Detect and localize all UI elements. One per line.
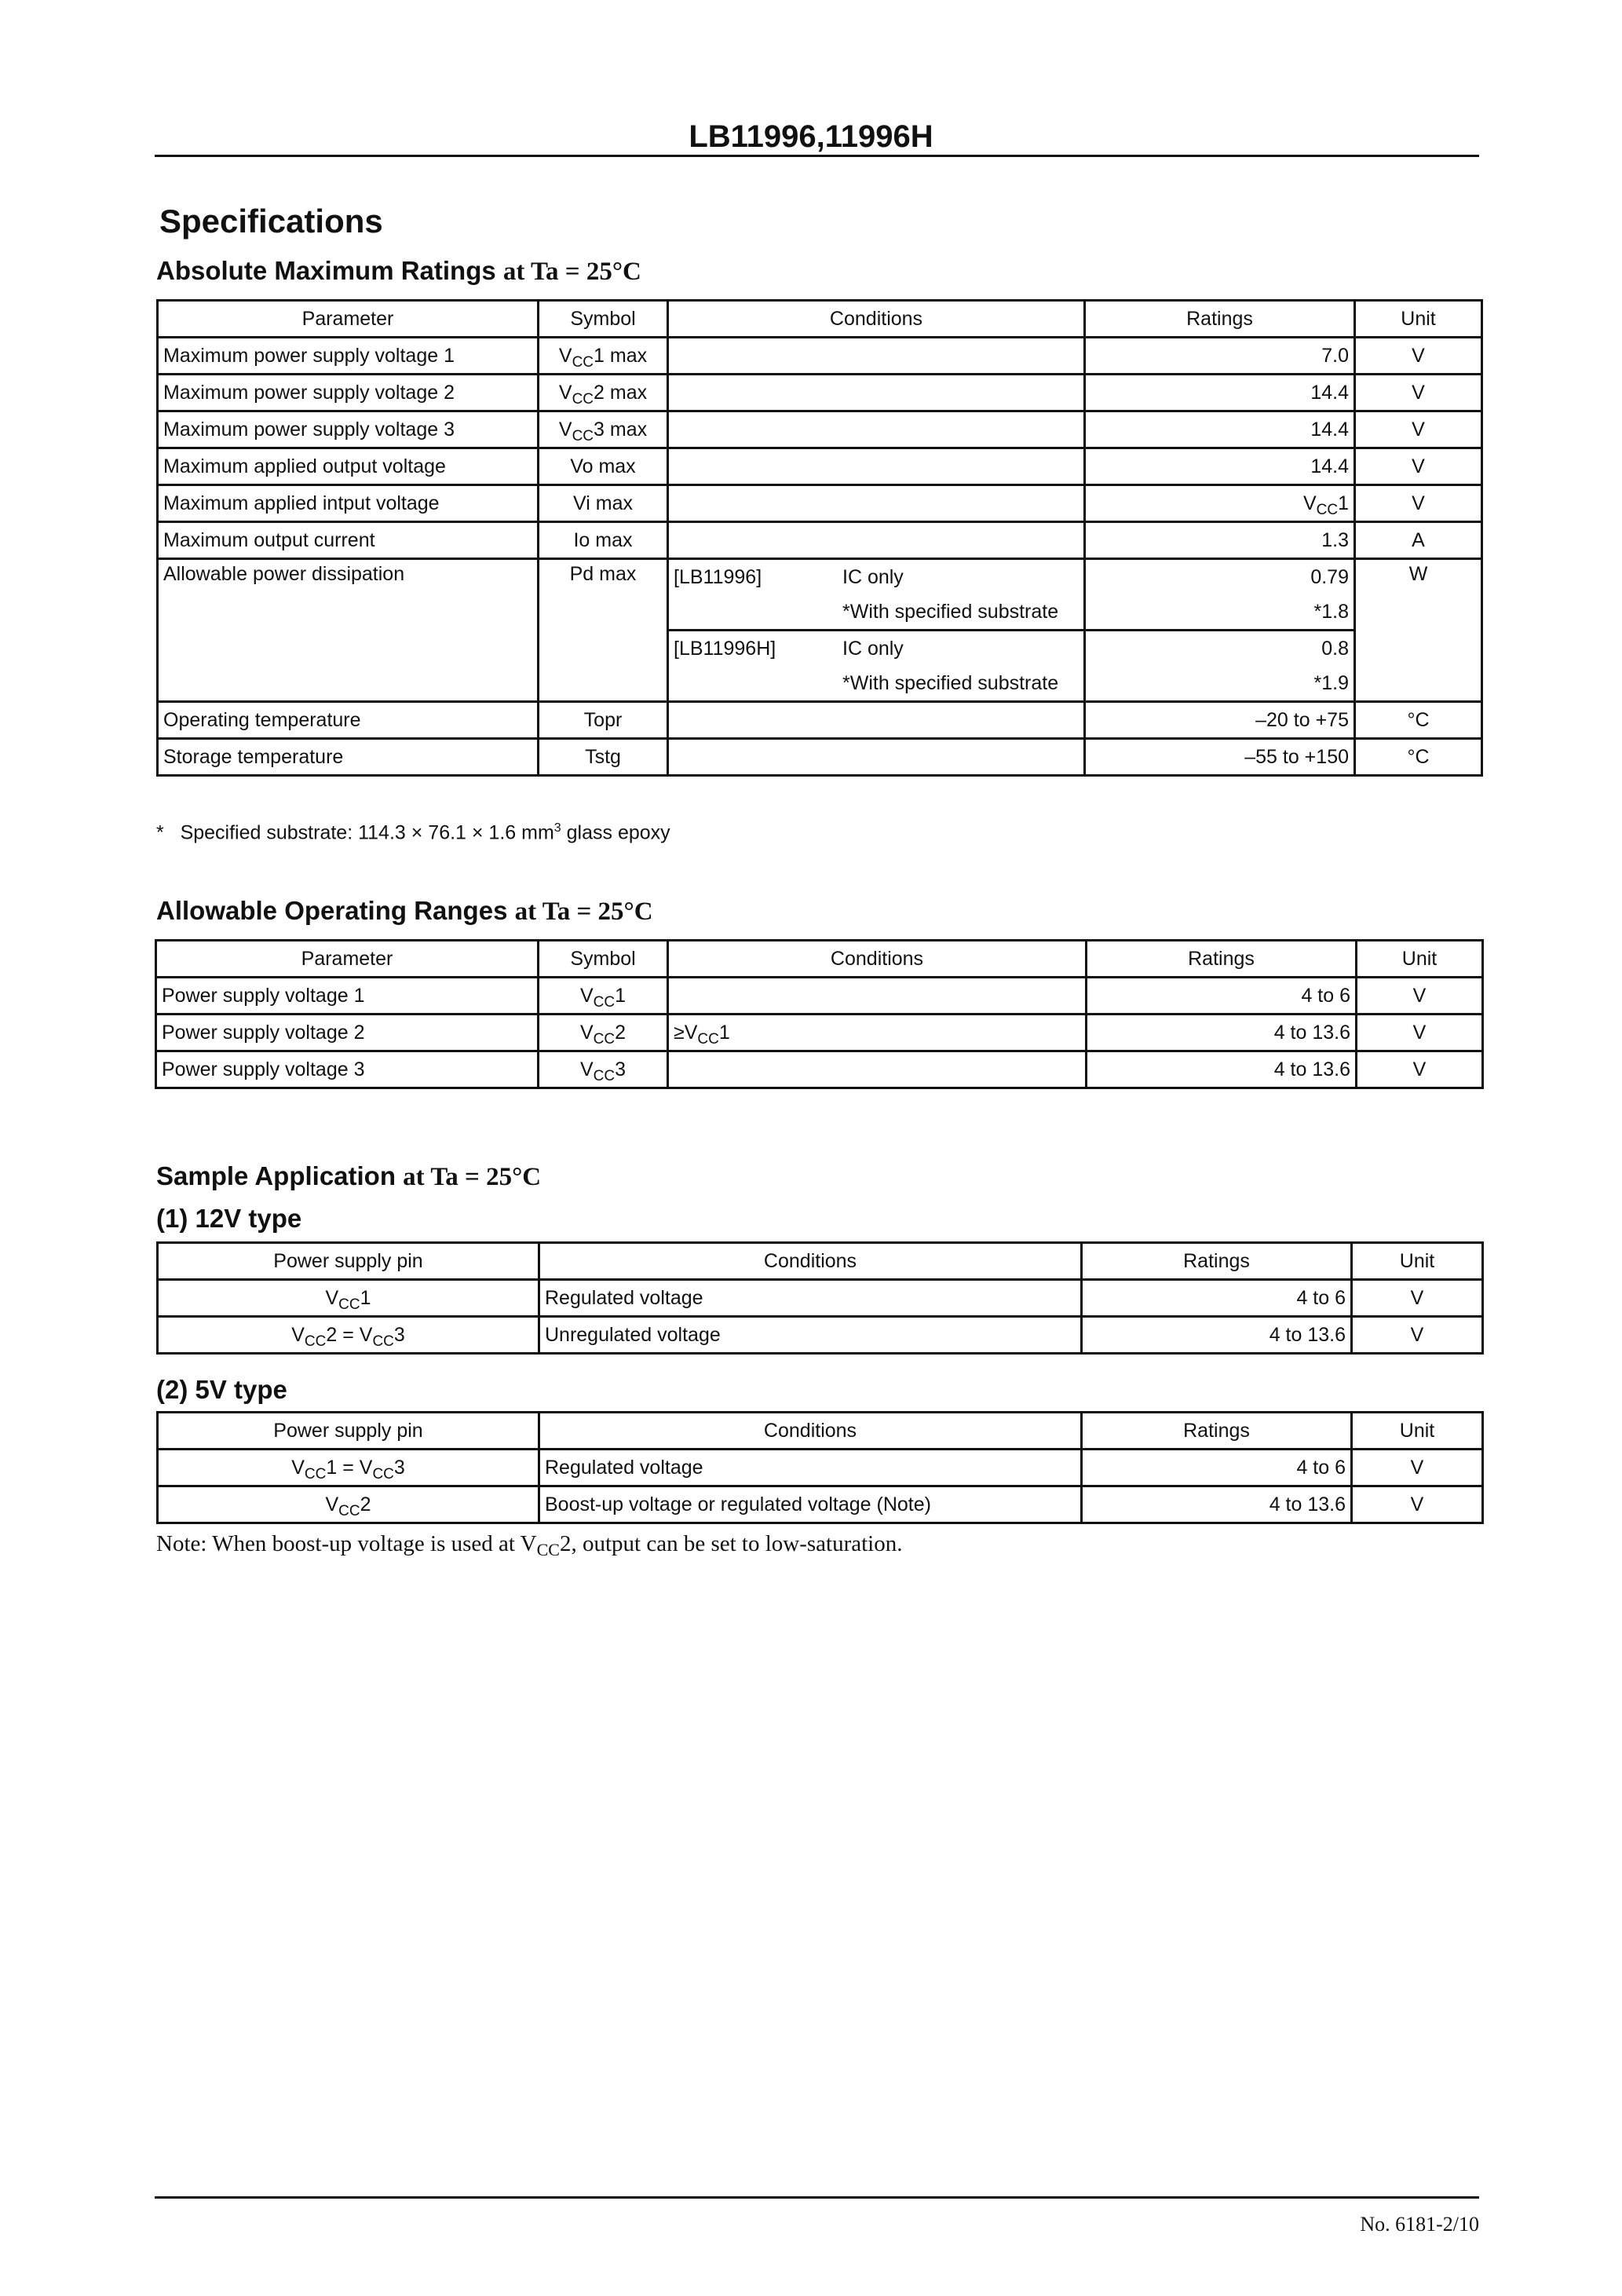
conditions-cell: Regulated voltage bbox=[539, 1450, 1082, 1486]
table-row bbox=[158, 485, 1482, 522]
symbol-part: CC bbox=[304, 1333, 327, 1350]
symbol-part: V bbox=[359, 1456, 373, 1479]
abs-max-heading bbox=[156, 256, 641, 287]
col-header: Conditions bbox=[539, 1413, 1082, 1450]
symbol-part: V bbox=[579, 1058, 594, 1080]
conditions-cell bbox=[668, 559, 1085, 595]
symbol-part: 1 bbox=[718, 1021, 730, 1044]
footnote-sup: 3 bbox=[553, 821, 561, 835]
symbol-part: 1 bbox=[360, 1286, 371, 1309]
table-row bbox=[156, 1015, 1483, 1051]
symbol-part: 1 bbox=[1338, 492, 1349, 514]
heading-text: Allowable Operating Ranges bbox=[156, 896, 508, 925]
col-header: Parameter bbox=[158, 301, 539, 338]
conditions-cell bbox=[668, 485, 1085, 522]
parameter-cell: Maximum output current bbox=[158, 522, 539, 559]
symbol-cell bbox=[539, 338, 668, 375]
symbol-part: CC bbox=[372, 1465, 394, 1483]
symbol-part: 3 max bbox=[594, 418, 648, 441]
unit-cell: V bbox=[1352, 1280, 1483, 1317]
col-header: Power supply pin bbox=[158, 1413, 539, 1450]
table-row bbox=[158, 522, 1482, 559]
col-header: Ratings bbox=[1082, 1243, 1352, 1280]
symbol-part: 2 = bbox=[326, 1323, 360, 1346]
symbol-cell bbox=[539, 375, 668, 411]
symbol-part: V bbox=[359, 1323, 373, 1346]
symbol-part: 3 bbox=[393, 1456, 405, 1479]
symbol-part: V bbox=[579, 1021, 594, 1044]
condition-text: *With specified substrate bbox=[842, 671, 1059, 694]
rating-cell: 4 to 6 bbox=[1082, 1280, 1352, 1317]
footnote-star: * bbox=[156, 821, 164, 844]
table-row bbox=[158, 1317, 1483, 1354]
condition-text: IC only bbox=[842, 565, 904, 588]
symbol-part: CC bbox=[593, 1030, 616, 1047]
parameter-cell: Power supply voltage 2 bbox=[156, 1015, 539, 1051]
symbol-cell: Topr bbox=[539, 702, 668, 739]
abs-max-table bbox=[156, 299, 1483, 777]
note bbox=[156, 1531, 902, 1557]
rating-cell: 14.4 bbox=[1085, 375, 1355, 411]
symbol-part: Vi max bbox=[573, 492, 633, 514]
parameter-cell: Power supply voltage 3 bbox=[156, 1051, 539, 1088]
note-sub: CC bbox=[536, 1540, 560, 1559]
symbol-part: CC bbox=[372, 1333, 394, 1350]
rating-cell: –20 to +75 bbox=[1085, 702, 1355, 739]
symbol-part: CC bbox=[593, 1067, 616, 1084]
table-row bbox=[158, 702, 1482, 739]
note-text: Note: When boost-up voltage is used at V bbox=[156, 1531, 537, 1556]
device-label: [LB11996] bbox=[674, 565, 762, 588]
rating-cell: *1.9 bbox=[1085, 666, 1355, 702]
table-row bbox=[158, 1486, 1483, 1523]
unit-cell: V bbox=[1355, 411, 1482, 448]
rating-cell: 14.4 bbox=[1085, 411, 1355, 448]
conditions-cell bbox=[668, 666, 1085, 702]
device-label: [LB11996H] bbox=[674, 637, 776, 660]
unit-cell: V bbox=[1355, 448, 1482, 485]
symbol-part: CC bbox=[572, 427, 594, 444]
col-header: Conditions bbox=[668, 941, 1087, 978]
table-header-row bbox=[158, 301, 1482, 338]
table-row bbox=[156, 978, 1483, 1015]
symbol-part: V bbox=[579, 984, 594, 1007]
unit-cell: V bbox=[1357, 978, 1483, 1015]
conditions-cell: Boost-up voltage or regulated voltage (Note) bbox=[539, 1486, 1082, 1523]
footnote bbox=[156, 821, 670, 844]
col-header: Unit bbox=[1352, 1243, 1483, 1280]
conditions-cell bbox=[668, 338, 1085, 375]
symbol-part: V bbox=[325, 1286, 339, 1309]
symbol-part: 3 bbox=[393, 1323, 405, 1346]
col-header: Power supply pin bbox=[158, 1243, 539, 1280]
symbol-part: Io max bbox=[573, 528, 633, 551]
parameter-cell: Allowable power dissipation bbox=[158, 559, 539, 702]
table-row bbox=[158, 1450, 1483, 1486]
power-supply-pin-cell bbox=[158, 1317, 539, 1354]
col-header: Conditions bbox=[539, 1243, 1082, 1280]
table-header-row bbox=[156, 941, 1483, 978]
symbol-cell bbox=[539, 485, 668, 522]
table-row bbox=[158, 411, 1482, 448]
conditions-cell bbox=[668, 594, 1085, 631]
heading-condition: at Ta = 25°C bbox=[502, 258, 641, 286]
conditions-cell bbox=[668, 1051, 1087, 1088]
conditions-cell: Regulated voltage bbox=[539, 1280, 1082, 1317]
col-header: Unit bbox=[1355, 301, 1482, 338]
col-header: Unit bbox=[1357, 941, 1483, 978]
parameter-cell: Maximum applied intput voltage bbox=[158, 485, 539, 522]
rating-cell: 1.3 bbox=[1085, 522, 1355, 559]
unit-cell: V bbox=[1355, 338, 1482, 375]
col-header: Parameter bbox=[156, 941, 539, 978]
conditions-cell bbox=[668, 375, 1085, 411]
rating-cell: 4 to 13.6 bbox=[1087, 1015, 1357, 1051]
unit-cell: V bbox=[1355, 485, 1482, 522]
sample-5v-table bbox=[156, 1411, 1484, 1524]
rating-cell: 0.8 bbox=[1085, 631, 1355, 667]
symbol-part: 2 bbox=[360, 1493, 371, 1515]
col-header: Symbol bbox=[539, 301, 668, 338]
unit-cell: V bbox=[1357, 1015, 1483, 1051]
symbol-cell bbox=[539, 522, 668, 559]
power-supply-pin-cell bbox=[158, 1280, 539, 1317]
symbol-part: Vo max bbox=[570, 455, 636, 477]
unit-cell: V bbox=[1352, 1450, 1483, 1486]
symbol-cell: Pd max bbox=[539, 559, 668, 702]
symbol-cell bbox=[539, 411, 668, 448]
footnote-text: Specified substrate: 114.3 × 76.1 × 1.6 mm bbox=[180, 821, 554, 844]
page-number: No. 6181-2/10 bbox=[1360, 2213, 1479, 2236]
type-5v-heading: (2) 5V type bbox=[156, 1375, 287, 1404]
rating-cell: 4 to 6 bbox=[1082, 1450, 1352, 1486]
col-header: Ratings bbox=[1085, 301, 1355, 338]
col-header: Conditions bbox=[668, 301, 1085, 338]
symbol-part: CC bbox=[697, 1030, 719, 1047]
rating-cell: –55 to +150 bbox=[1085, 739, 1355, 776]
unit-cell: V bbox=[1352, 1317, 1483, 1354]
symbol-part: V bbox=[325, 1493, 339, 1515]
rating-cell: 14.4 bbox=[1085, 448, 1355, 485]
note-text-tail: 2, output can be set to low-saturation. bbox=[559, 1531, 903, 1556]
table-row bbox=[158, 448, 1482, 485]
rating-cell: 0.79 bbox=[1085, 559, 1355, 595]
footnote-tail: glass epoxy bbox=[561, 821, 670, 844]
conditions-cell: Unregulated voltage bbox=[539, 1317, 1082, 1354]
op-ranges-heading bbox=[156, 896, 653, 927]
table-header-row bbox=[158, 1243, 1483, 1280]
header-rule bbox=[155, 155, 1479, 157]
parameter-cell: Operating temperature bbox=[158, 702, 539, 739]
symbol-part: CC bbox=[338, 1502, 360, 1519]
unit-cell: W bbox=[1355, 559, 1482, 702]
symbol-part: CC bbox=[593, 993, 616, 1011]
symbol-part: CC bbox=[572, 353, 594, 371]
symbol-part: CC bbox=[338, 1296, 360, 1313]
heading-condition: at Ta = 25°C bbox=[514, 898, 653, 926]
symbol-cell bbox=[539, 1051, 668, 1088]
footer-rule bbox=[155, 2196, 1479, 2199]
symbol-part: 2 bbox=[615, 1021, 627, 1044]
conditions-cell bbox=[668, 978, 1087, 1015]
col-header: Ratings bbox=[1087, 941, 1357, 978]
symbol-part: V bbox=[291, 1323, 305, 1346]
symbol-part: 1 = bbox=[326, 1456, 360, 1479]
symbol-part: 1 max bbox=[594, 344, 648, 367]
power-supply-pin-cell bbox=[158, 1486, 539, 1523]
unit-cell: V bbox=[1355, 375, 1482, 411]
heading-condition: at Ta = 25°C bbox=[403, 1163, 542, 1191]
symbol-part: V bbox=[558, 344, 572, 367]
parameter-cell: Power supply voltage 1 bbox=[156, 978, 539, 1015]
table-row bbox=[158, 338, 1482, 375]
power-supply-pin-cell bbox=[158, 1450, 539, 1486]
table-row bbox=[158, 739, 1482, 776]
parameter-cell: Maximum power supply voltage 3 bbox=[158, 411, 539, 448]
table-row bbox=[156, 1051, 1483, 1088]
parameter-cell: Maximum applied output voltage bbox=[158, 448, 539, 485]
sample-12v-table bbox=[156, 1241, 1484, 1355]
rating-cell bbox=[1085, 485, 1355, 522]
parameter-cell: Storage temperature bbox=[158, 739, 539, 776]
table-row bbox=[158, 1280, 1483, 1317]
conditions-cell bbox=[668, 702, 1085, 739]
col-header: Symbol bbox=[539, 941, 668, 978]
symbol-part: ≥V bbox=[674, 1021, 698, 1044]
table-row bbox=[158, 375, 1482, 411]
symbol-part: V bbox=[558, 418, 572, 441]
symbol-part: V bbox=[558, 381, 572, 404]
parameter-cell: Maximum power supply voltage 1 bbox=[158, 338, 539, 375]
symbol-part: 2 max bbox=[594, 381, 648, 404]
sample-heading bbox=[156, 1161, 541, 1192]
conditions-cell bbox=[668, 448, 1085, 485]
heading-text: Absolute Maximum Ratings bbox=[156, 256, 496, 285]
symbol-cell bbox=[539, 448, 668, 485]
symbol-cell: Tstg bbox=[539, 739, 668, 776]
condition-text: IC only bbox=[842, 637, 904, 660]
col-header: Ratings bbox=[1082, 1413, 1352, 1450]
col-header: Unit bbox=[1352, 1413, 1483, 1450]
parameter-cell: Maximum power supply voltage 2 bbox=[158, 375, 539, 411]
symbol-part: 1 bbox=[615, 984, 627, 1007]
table-row bbox=[158, 559, 1482, 595]
rating-cell: 4 to 13.6 bbox=[1082, 1317, 1352, 1354]
conditions-cell bbox=[668, 739, 1085, 776]
unit-cell: V bbox=[1357, 1051, 1483, 1088]
rating-cell: *1.8 bbox=[1085, 594, 1355, 631]
rating-cell: 4 to 6 bbox=[1087, 978, 1357, 1015]
conditions-cell bbox=[668, 631, 1085, 667]
symbol-part: CC bbox=[1316, 501, 1339, 518]
rating-cell: 4 to 13.6 bbox=[1087, 1051, 1357, 1088]
rating-cell: 7.0 bbox=[1085, 338, 1355, 375]
heading-text: Sample Application bbox=[156, 1161, 396, 1190]
symbol-part: 3 bbox=[615, 1058, 627, 1080]
unit-cell: °C bbox=[1355, 739, 1482, 776]
unit-cell: V bbox=[1352, 1486, 1483, 1523]
op-ranges-table bbox=[155, 939, 1484, 1089]
symbol-part: CC bbox=[304, 1465, 327, 1483]
symbol-part: V bbox=[1302, 492, 1317, 514]
section-title: Specifications bbox=[159, 203, 383, 239]
unit-cell: A bbox=[1355, 522, 1482, 559]
symbol-cell bbox=[539, 978, 668, 1015]
symbol-part: V bbox=[291, 1456, 305, 1479]
symbol-cell bbox=[539, 1015, 668, 1051]
conditions-cell bbox=[668, 1015, 1087, 1051]
conditions-cell bbox=[668, 522, 1085, 559]
table-header-row bbox=[158, 1413, 1483, 1450]
document-title: LB11996,11996H bbox=[689, 119, 933, 154]
conditions-cell bbox=[668, 411, 1085, 448]
symbol-part: CC bbox=[572, 390, 594, 408]
unit-cell: °C bbox=[1355, 702, 1482, 739]
condition-text: *With specified substrate bbox=[842, 600, 1059, 623]
rating-cell: 4 to 13.6 bbox=[1082, 1486, 1352, 1523]
type-12v-heading: (1) 12V type bbox=[156, 1204, 302, 1233]
